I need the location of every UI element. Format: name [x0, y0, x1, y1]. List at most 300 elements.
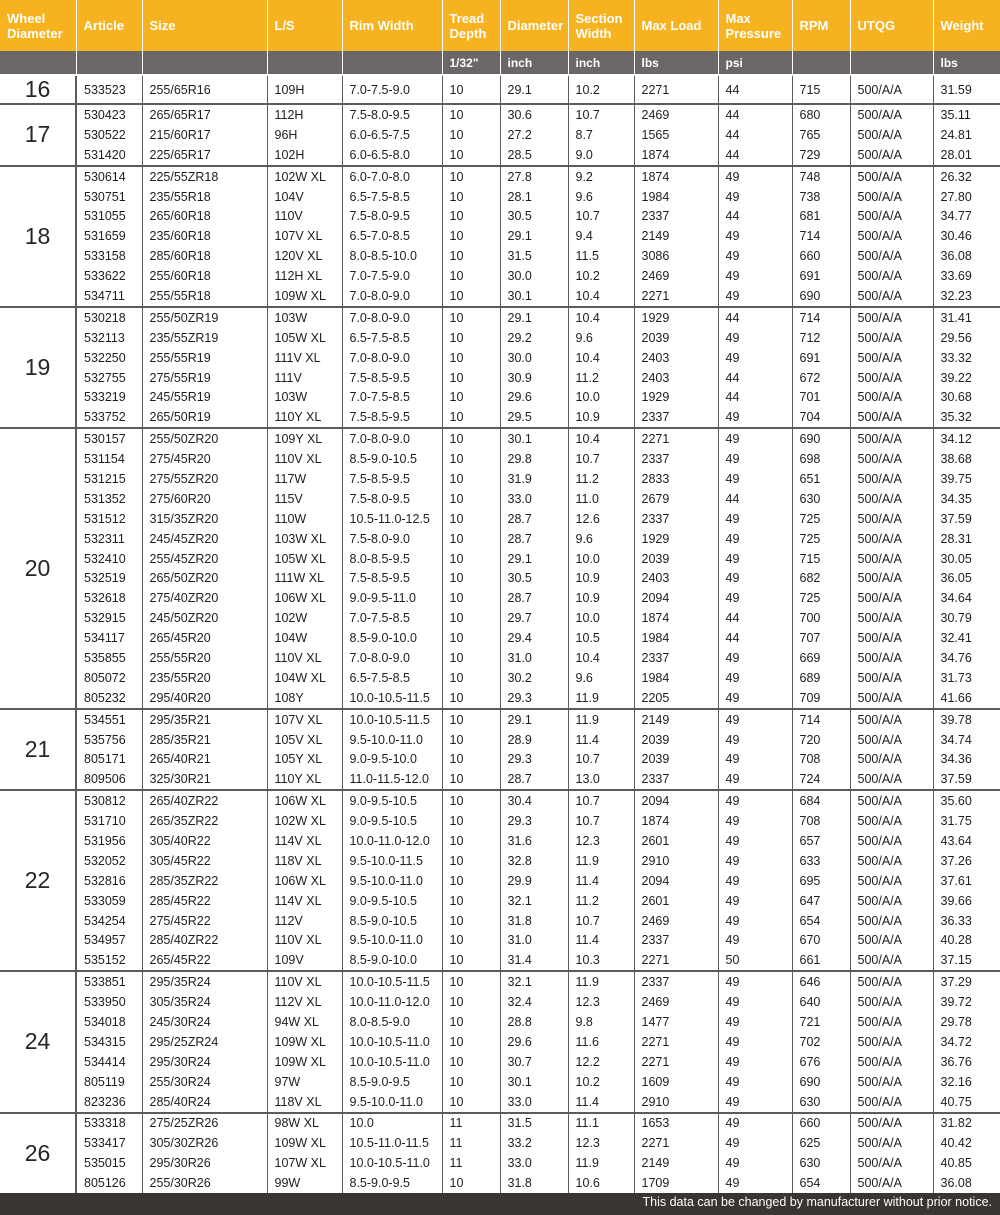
- table-row: [0, 628, 1000, 648]
- rpm-cell: 691: [792, 266, 850, 286]
- section-width-cell: 11.4: [568, 1092, 634, 1113]
- weight-cell: 41.66: [933, 688, 1000, 709]
- tread-depth-cell: 10: [442, 387, 500, 407]
- weight-cell: 29.78: [933, 1012, 1000, 1032]
- table-row: [0, 266, 1000, 286]
- section-width-cell: 9.8: [568, 1012, 634, 1032]
- table-row: [0, 608, 1000, 628]
- tread-depth-cell: 10: [442, 709, 500, 730]
- size-cell: 235/55R20: [142, 668, 267, 688]
- max-load-cell: 2679: [634, 489, 718, 509]
- load-speed-cell: 109W XL: [267, 286, 342, 307]
- weight-cell: 37.29: [933, 971, 1000, 992]
- utqg-cell: 500/A/A: [850, 226, 933, 246]
- section-width-cell: 10.4: [568, 307, 634, 328]
- unit-cell: [342, 51, 442, 75]
- table-row: [0, 1012, 1000, 1032]
- article-cell: 532519: [76, 568, 142, 588]
- max-load-cell: 2039: [634, 328, 718, 348]
- max-load-cell: 1565: [634, 125, 718, 145]
- rpm-cell: 676: [792, 1052, 850, 1072]
- diameter-cell: 29.1: [500, 709, 568, 730]
- article-cell: 531055: [76, 206, 142, 226]
- size-cell: 295/40R20: [142, 688, 267, 709]
- weight-cell: 34.72: [933, 1032, 1000, 1052]
- size-cell: 245/30R24: [142, 1012, 267, 1032]
- article-cell: 532113: [76, 328, 142, 348]
- load-speed-cell: 109W XL: [267, 1133, 342, 1153]
- max-load-cell: 2337: [634, 206, 718, 226]
- utqg-cell: 500/A/A: [850, 688, 933, 709]
- weight-cell: 35.32: [933, 407, 1000, 428]
- tread-depth-cell: 10: [442, 368, 500, 388]
- rim-width-cell: 7.0-8.0-9.0: [342, 648, 442, 668]
- utqg-cell: 500/A/A: [850, 1153, 933, 1173]
- tread-depth-cell: 10: [442, 811, 500, 831]
- load-speed-cell: 120V XL: [267, 246, 342, 266]
- diameter-cell: 30.4: [500, 790, 568, 811]
- utqg-cell: 500/A/A: [850, 428, 933, 449]
- rim-width-cell: 6.0-6.5-8.0: [342, 145, 442, 166]
- tread-depth-cell: 10: [442, 1052, 500, 1072]
- rpm-cell: 714: [792, 307, 850, 328]
- max-pressure-cell: 44: [718, 307, 792, 328]
- table-row: [0, 368, 1000, 388]
- weight-cell: 28.01: [933, 145, 1000, 166]
- tread-depth-cell: 10: [442, 75, 500, 104]
- load-speed-cell: 111V: [267, 368, 342, 388]
- weight-cell: 35.60: [933, 790, 1000, 811]
- table-row: [0, 931, 1000, 951]
- table-row: [0, 730, 1000, 750]
- utqg-cell: 500/A/A: [850, 407, 933, 428]
- section-width-cell: 12.3: [568, 1133, 634, 1153]
- max-load-cell: 1874: [634, 166, 718, 187]
- rim-width-cell: 7.0-7.5-9.0: [342, 75, 442, 104]
- table-row: [0, 549, 1000, 569]
- size-cell: 255/55R19: [142, 348, 267, 368]
- max-pressure-cell: 49: [718, 246, 792, 266]
- max-pressure-cell: 49: [718, 769, 792, 790]
- utqg-cell: 500/A/A: [850, 790, 933, 811]
- tread-depth-cell: 10: [442, 628, 500, 648]
- utqg-cell: 500/A/A: [850, 648, 933, 668]
- load-speed-cell: 103W XL: [267, 529, 342, 549]
- section-width-cell: 10.9: [568, 568, 634, 588]
- section-width-cell: 11.4: [568, 730, 634, 750]
- size-cell: 235/60R18: [142, 226, 267, 246]
- rpm-cell: 702: [792, 1032, 850, 1052]
- section-width-cell: 10.4: [568, 428, 634, 449]
- rpm-cell: 725: [792, 509, 850, 529]
- tread-depth-cell: 10: [442, 1032, 500, 1052]
- max-load-cell: 2149: [634, 1153, 718, 1173]
- size-cell: 305/45R22: [142, 851, 267, 871]
- article-cell: 531659: [76, 226, 142, 246]
- article-cell: 535015: [76, 1153, 142, 1173]
- max-pressure-cell: 49: [718, 688, 792, 709]
- max-load-cell: 2271: [634, 1032, 718, 1052]
- utqg-cell: 500/A/A: [850, 971, 933, 992]
- load-speed-cell: 108Y: [267, 688, 342, 709]
- rim-width-cell: 9.5-10.0-11.0: [342, 931, 442, 951]
- table-row: [0, 568, 1000, 588]
- unit-tread-depth: 1/32": [442, 51, 500, 75]
- article-cell: 535756: [76, 730, 142, 750]
- section-width-cell: 11.2: [568, 368, 634, 388]
- utqg-cell: 500/A/A: [850, 1012, 933, 1032]
- article-cell: 531154: [76, 449, 142, 469]
- wheel-diameter-cell: 17: [0, 104, 76, 166]
- tread-depth-cell: 10: [442, 950, 500, 971]
- weight-cell: 27.80: [933, 187, 1000, 207]
- max-load-cell: 2403: [634, 348, 718, 368]
- weight-cell: 36.08: [933, 246, 1000, 266]
- load-speed-cell: 102H: [267, 145, 342, 166]
- article-cell: 534117: [76, 628, 142, 648]
- article-cell: 532410: [76, 549, 142, 569]
- size-cell: 305/30ZR26: [142, 1133, 267, 1153]
- tread-depth-cell: 10: [442, 568, 500, 588]
- diameter-cell: 32.1: [500, 891, 568, 911]
- max-load-cell: 2601: [634, 891, 718, 911]
- diameter-cell: 31.0: [500, 931, 568, 951]
- diameter-cell: 30.9: [500, 368, 568, 388]
- tread-depth-cell: 10: [442, 1092, 500, 1113]
- utqg-cell: 500/A/A: [850, 348, 933, 368]
- table-row: [0, 871, 1000, 891]
- max-pressure-cell: 49: [718, 790, 792, 811]
- section-width-cell: 11.9: [568, 688, 634, 709]
- article-cell: 534711: [76, 286, 142, 307]
- size-cell: 265/40ZR22: [142, 790, 267, 811]
- rpm-cell: 690: [792, 286, 850, 307]
- weight-cell: 34.77: [933, 206, 1000, 226]
- tread-depth-cell: 10: [442, 286, 500, 307]
- rim-width-cell: 7.0-8.0-9.0: [342, 286, 442, 307]
- rim-width-cell: 7.5-8.0-9.5: [342, 206, 442, 226]
- rpm-cell: 630: [792, 1153, 850, 1173]
- diameter-cell: 29.6: [500, 1032, 568, 1052]
- tread-depth-cell: 10: [442, 668, 500, 688]
- table-row: [0, 1113, 1000, 1134]
- load-speed-cell: 99W: [267, 1173, 342, 1193]
- weight-cell: 30.05: [933, 549, 1000, 569]
- max-load-cell: 2469: [634, 266, 718, 286]
- rpm-cell: 715: [792, 549, 850, 569]
- rim-width-cell: 8.5-9.0-10.5: [342, 449, 442, 469]
- table-row: [0, 648, 1000, 668]
- diameter-cell: 28.7: [500, 769, 568, 790]
- table-row: [0, 489, 1000, 509]
- load-speed-cell: 110V XL: [267, 971, 342, 992]
- rim-width-cell: 7.0-7.5-8.5: [342, 608, 442, 628]
- section-width-cell: 10.0: [568, 549, 634, 569]
- section-width-cell: 10.7: [568, 206, 634, 226]
- table-body: [0, 75, 1000, 1193]
- diameter-cell: 29.3: [500, 750, 568, 770]
- tread-depth-cell: 10: [442, 911, 500, 931]
- utqg-cell: 500/A/A: [850, 549, 933, 569]
- rim-width-cell: 7.5-8.0-9.5: [342, 104, 442, 125]
- max-pressure-cell: 49: [718, 1092, 792, 1113]
- max-load-cell: 2337: [634, 648, 718, 668]
- header-utqg: UTQG: [850, 0, 933, 51]
- table-row: [0, 588, 1000, 608]
- load-speed-cell: 110V XL: [267, 931, 342, 951]
- rpm-cell: 640: [792, 992, 850, 1012]
- max-pressure-cell: 49: [718, 1052, 792, 1072]
- diameter-cell: 32.4: [500, 992, 568, 1012]
- tread-depth-cell: 10: [442, 206, 500, 226]
- section-width-cell: 10.2: [568, 1072, 634, 1092]
- utqg-cell: 500/A/A: [850, 489, 933, 509]
- table-row: [0, 125, 1000, 145]
- max-pressure-cell: 44: [718, 489, 792, 509]
- rpm-cell: 725: [792, 588, 850, 608]
- table-row: [0, 790, 1000, 811]
- max-load-cell: 1929: [634, 529, 718, 549]
- table-row: [0, 387, 1000, 407]
- size-cell: 265/40R21: [142, 750, 267, 770]
- utqg-cell: 500/A/A: [850, 911, 933, 931]
- section-width-cell: 10.3: [568, 950, 634, 971]
- article-cell: 533523: [76, 75, 142, 104]
- max-pressure-cell: 49: [718, 1133, 792, 1153]
- utqg-cell: 500/A/A: [850, 187, 933, 207]
- rim-width-cell: 8.5-9.0-9.5: [342, 1173, 442, 1193]
- table-row: [0, 246, 1000, 266]
- article-cell: 534957: [76, 931, 142, 951]
- weight-cell: 26.32: [933, 166, 1000, 187]
- size-cell: 255/65R16: [142, 75, 267, 104]
- diameter-cell: 27.8: [500, 166, 568, 187]
- diameter-cell: 28.9: [500, 730, 568, 750]
- rim-width-cell: 6.5-7.5-8.5: [342, 187, 442, 207]
- diameter-cell: 29.3: [500, 688, 568, 709]
- size-cell: 215/60R17: [142, 125, 267, 145]
- tread-depth-cell: 11: [442, 1133, 500, 1153]
- size-cell: 265/65R17: [142, 104, 267, 125]
- rim-width-cell: 6.5-7.5-8.5: [342, 328, 442, 348]
- article-cell: 534254: [76, 911, 142, 931]
- weight-cell: 40.75: [933, 1092, 1000, 1113]
- section-width-cell: 12.3: [568, 992, 634, 1012]
- section-width-cell: 11.4: [568, 871, 634, 891]
- max-pressure-cell: 49: [718, 871, 792, 891]
- tread-depth-cell: 10: [442, 145, 500, 166]
- diameter-cell: 29.6: [500, 387, 568, 407]
- tread-depth-cell: 10: [442, 1012, 500, 1032]
- rpm-cell: 695: [792, 871, 850, 891]
- load-speed-cell: 118V XL: [267, 851, 342, 871]
- weight-cell: 30.46: [933, 226, 1000, 246]
- weight-cell: 39.22: [933, 368, 1000, 388]
- load-speed-cell: 106W XL: [267, 871, 342, 891]
- header-load-speed: L/S: [267, 0, 342, 51]
- article-cell: 534551: [76, 709, 142, 730]
- tread-depth-cell: 10: [442, 891, 500, 911]
- unit-cell: [792, 51, 850, 75]
- weight-cell: 37.61: [933, 871, 1000, 891]
- diameter-cell: 30.1: [500, 286, 568, 307]
- weight-cell: 30.68: [933, 387, 1000, 407]
- rim-width-cell: 11.0-11.5-12.0: [342, 769, 442, 790]
- rim-width-cell: 10.0-11.0-12.0: [342, 831, 442, 851]
- section-width-cell: 9.4: [568, 226, 634, 246]
- rim-width-cell: 7.5-8.0-9.0: [342, 529, 442, 549]
- rim-width-cell: 6.5-7.5-8.5: [342, 668, 442, 688]
- diameter-cell: 29.9: [500, 871, 568, 891]
- diameter-cell: 30.6: [500, 104, 568, 125]
- weight-cell: 31.73: [933, 668, 1000, 688]
- table-row: [0, 529, 1000, 549]
- load-speed-cell: 105W XL: [267, 549, 342, 569]
- rim-width-cell: 7.0-8.0-9.0: [342, 307, 442, 328]
- weight-cell: 33.69: [933, 266, 1000, 286]
- diameter-cell: 29.1: [500, 75, 568, 104]
- rim-width-cell: 7.0-7.5-8.5: [342, 387, 442, 407]
- article-cell: 531512: [76, 509, 142, 529]
- section-width-cell: 11.9: [568, 709, 634, 730]
- utqg-cell: 500/A/A: [850, 104, 933, 125]
- article-cell: 532311: [76, 529, 142, 549]
- rim-width-cell: 9.0-9.5-10.5: [342, 790, 442, 811]
- load-speed-cell: 109W XL: [267, 1032, 342, 1052]
- max-pressure-cell: 49: [718, 1012, 792, 1032]
- section-width-cell: 10.7: [568, 790, 634, 811]
- max-load-cell: 1984: [634, 668, 718, 688]
- diameter-cell: 30.0: [500, 266, 568, 286]
- max-load-cell: 1984: [634, 628, 718, 648]
- tread-depth-cell: 10: [442, 971, 500, 992]
- utqg-cell: 500/A/A: [850, 950, 933, 971]
- diameter-cell: 28.1: [500, 187, 568, 207]
- header-max-load: Max Load: [634, 0, 718, 51]
- footnote: This data can be changed by manufacturer without prior notice.: [642, 1195, 992, 1209]
- max-pressure-cell: 49: [718, 529, 792, 549]
- tread-depth-cell: 10: [442, 166, 500, 187]
- max-load-cell: 2337: [634, 407, 718, 428]
- rpm-cell: 654: [792, 911, 850, 931]
- rpm-cell: 646: [792, 971, 850, 992]
- tread-depth-cell: 10: [442, 931, 500, 951]
- utqg-cell: 500/A/A: [850, 246, 933, 266]
- unit-cell: [0, 51, 76, 75]
- size-cell: 225/65R17: [142, 145, 267, 166]
- article-cell: 533752: [76, 407, 142, 428]
- load-speed-cell: 112V: [267, 911, 342, 931]
- max-load-cell: 2337: [634, 931, 718, 951]
- rim-width-cell: 10.0-10.5-11.5: [342, 971, 442, 992]
- wheel-diameter-cell: 26: [0, 1113, 76, 1194]
- load-speed-cell: 104W: [267, 628, 342, 648]
- section-width-cell: 9.0: [568, 145, 634, 166]
- unit-cell: [142, 51, 267, 75]
- load-speed-cell: 107V XL: [267, 709, 342, 730]
- tread-depth-cell: 10: [442, 246, 500, 266]
- load-speed-cell: 112H: [267, 104, 342, 125]
- load-speed-cell: 111W XL: [267, 568, 342, 588]
- diameter-cell: 29.3: [500, 811, 568, 831]
- wheel-diameter-cell: 24: [0, 971, 76, 1112]
- tread-depth-cell: 10: [442, 588, 500, 608]
- table-row: [0, 911, 1000, 931]
- section-width-cell: 10.7: [568, 104, 634, 125]
- rpm-cell: 715: [792, 75, 850, 104]
- load-speed-cell: 107W XL: [267, 1153, 342, 1173]
- load-speed-cell: 105Y XL: [267, 750, 342, 770]
- weight-cell: 30.79: [933, 608, 1000, 628]
- weight-cell: 34.76: [933, 648, 1000, 668]
- tread-depth-cell: 10: [442, 407, 500, 428]
- diameter-cell: 31.6: [500, 831, 568, 851]
- rim-width-cell: 7.5-8.0-9.5: [342, 489, 442, 509]
- max-load-cell: 2469: [634, 911, 718, 931]
- article-cell: 805072: [76, 668, 142, 688]
- load-speed-cell: 103W: [267, 387, 342, 407]
- article-cell: 530218: [76, 307, 142, 328]
- rpm-cell: 660: [792, 246, 850, 266]
- max-load-cell: 2271: [634, 1052, 718, 1072]
- diameter-cell: 32.1: [500, 971, 568, 992]
- max-load-cell: 2469: [634, 992, 718, 1012]
- article-cell: 532816: [76, 871, 142, 891]
- tread-depth-cell: 10: [442, 992, 500, 1012]
- utqg-cell: 500/A/A: [850, 1032, 933, 1052]
- table-row: [0, 428, 1000, 449]
- max-pressure-cell: 44: [718, 145, 792, 166]
- max-load-cell: 2039: [634, 750, 718, 770]
- weight-cell: 39.66: [933, 891, 1000, 911]
- tread-depth-cell: 10: [442, 489, 500, 509]
- rpm-cell: 708: [792, 750, 850, 770]
- table-row: [0, 668, 1000, 688]
- weight-cell: 43.64: [933, 831, 1000, 851]
- utqg-cell: 500/A/A: [850, 449, 933, 469]
- max-pressure-cell: 44: [718, 75, 792, 104]
- article-cell: 805119: [76, 1072, 142, 1092]
- rpm-cell: 647: [792, 891, 850, 911]
- utqg-cell: 500/A/A: [850, 125, 933, 145]
- max-load-cell: 2910: [634, 1092, 718, 1113]
- utqg-cell: 500/A/A: [850, 891, 933, 911]
- weight-cell: 38.68: [933, 449, 1000, 469]
- max-load-cell: 2910: [634, 851, 718, 871]
- rpm-cell: 720: [792, 730, 850, 750]
- article-cell: 530751: [76, 187, 142, 207]
- load-speed-cell: 111V XL: [267, 348, 342, 368]
- weight-cell: 40.28: [933, 931, 1000, 951]
- size-cell: 235/55R18: [142, 187, 267, 207]
- size-cell: 285/40R24: [142, 1092, 267, 1113]
- utqg-cell: 500/A/A: [850, 668, 933, 688]
- load-speed-cell: 98W XL: [267, 1113, 342, 1134]
- article-cell: 530522: [76, 125, 142, 145]
- tread-depth-cell: 10: [442, 1072, 500, 1092]
- size-cell: 275/40ZR20: [142, 588, 267, 608]
- max-load-cell: 1653: [634, 1113, 718, 1134]
- rim-width-cell: 10.0: [342, 1113, 442, 1134]
- header-section-width: Section Width: [568, 0, 634, 51]
- table-row: [0, 166, 1000, 187]
- rpm-cell: 682: [792, 568, 850, 588]
- max-load-cell: 2271: [634, 75, 718, 104]
- max-pressure-cell: 49: [718, 648, 792, 668]
- section-width-cell: 11.9: [568, 1153, 634, 1173]
- article-cell: 809506: [76, 769, 142, 790]
- section-width-cell: 10.7: [568, 911, 634, 931]
